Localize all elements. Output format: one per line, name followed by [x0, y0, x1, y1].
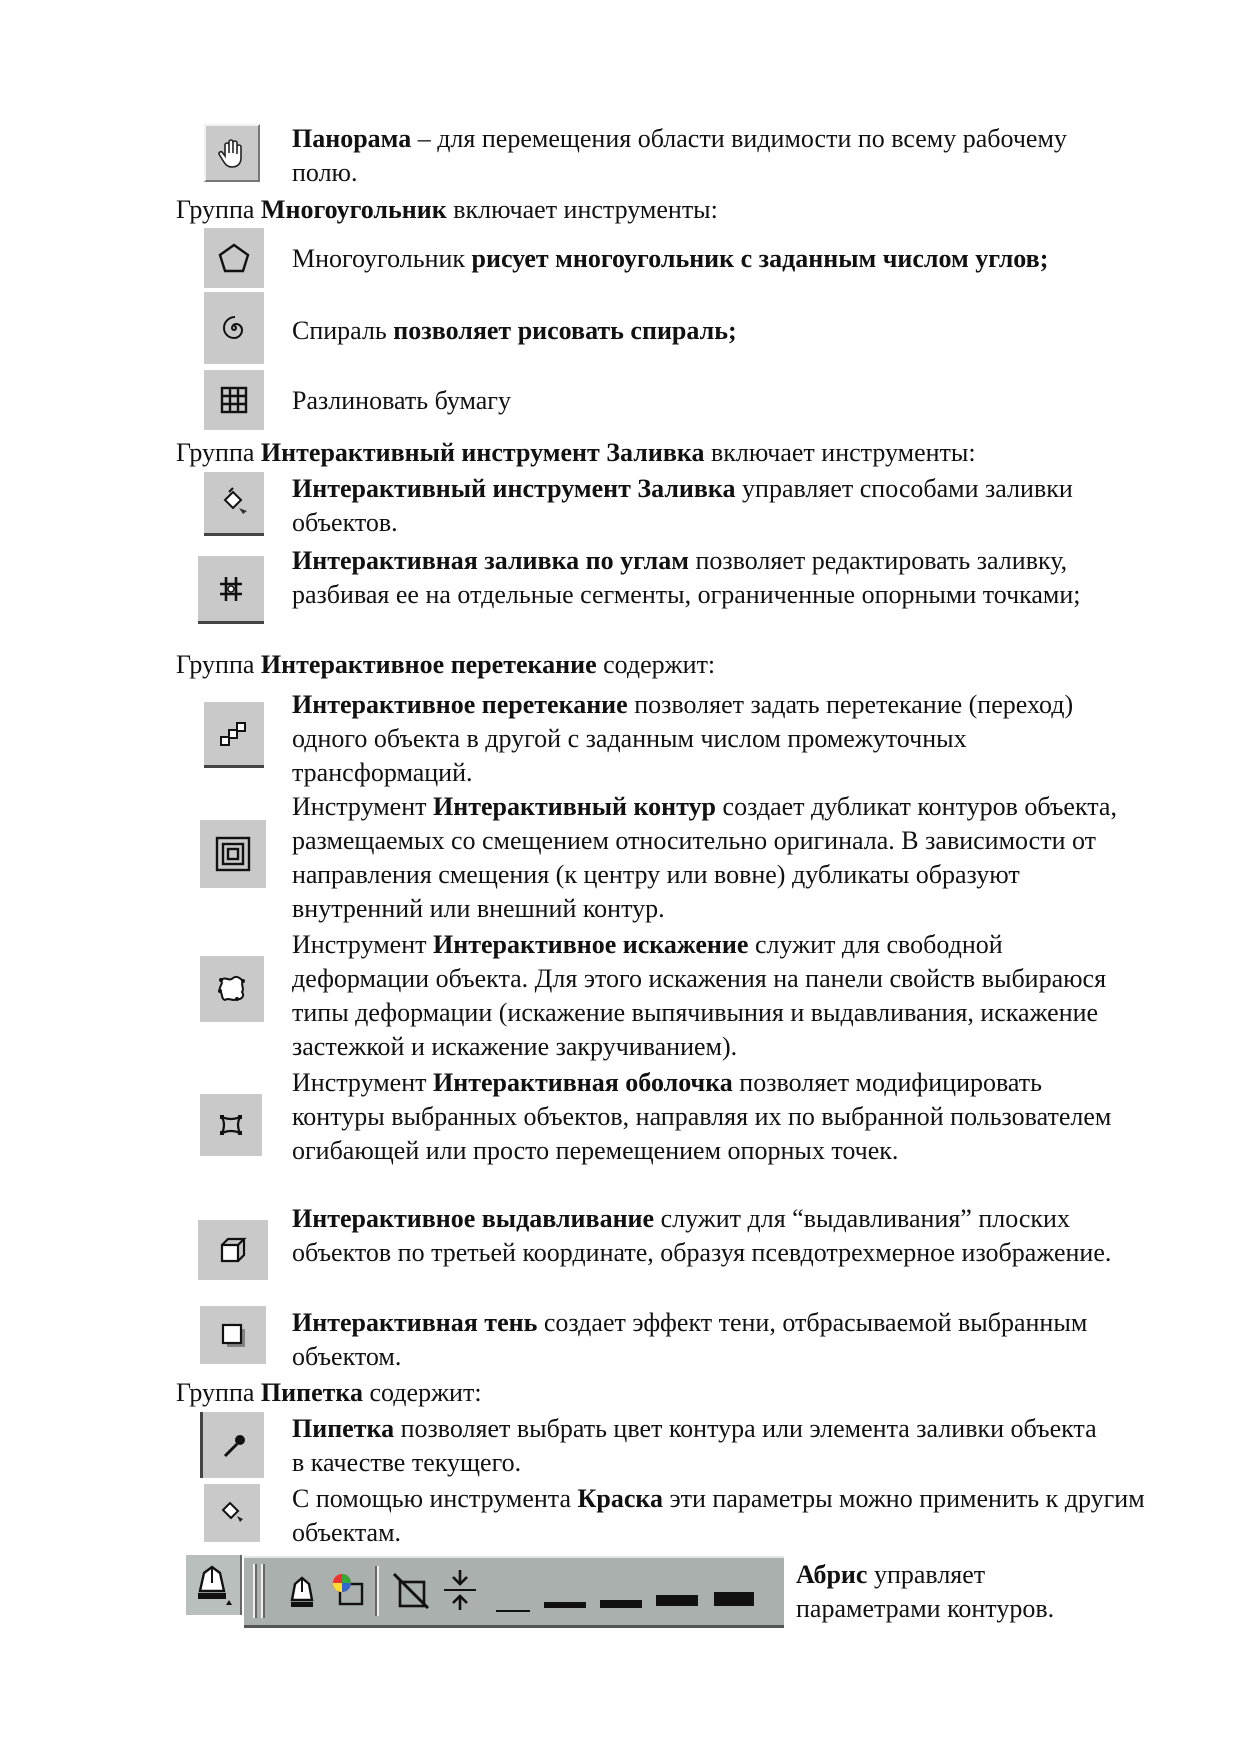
bold-term: Интерактивная оболочка: [433, 1068, 733, 1097]
bold-term: Пипетка: [292, 1414, 395, 1443]
item-text: [292, 384, 1172, 418]
item-text: [292, 1412, 1112, 1480]
bold-term: Интерактивное искажение: [433, 930, 749, 959]
text-run: включает инструменты:: [446, 195, 718, 224]
line-thick-2-icon[interactable]: [656, 1583, 698, 1597]
bold-term: Интерактивное перетекание: [292, 690, 628, 719]
bold-term: Интерактивная тень: [292, 1308, 538, 1337]
bold-term: Интерактивная заливка по углам: [292, 546, 689, 575]
paintbucket-icon: [204, 1484, 260, 1542]
item-text: [292, 472, 1112, 540]
text-run: позволяет модифицировать контуры выбранных объектов, направляя их по выбранной пользователем огибающей или просто перемещением опорных точек.: [292, 1068, 1112, 1165]
spiral-icon: [204, 292, 264, 364]
bold-term: рисует многоугольник с заданным числом углов;: [471, 244, 1049, 273]
text-run: создает эффект тени, отбрасываемой выбранным объектом.: [292, 1308, 1088, 1371]
text-run: позволяет выбрать цвет контура или элемента заливки объекта в качестве текущего.: [292, 1414, 1097, 1477]
group-heading: [176, 193, 718, 227]
text-run: служит для свободной деформации объекта. Для этого искажения на панели свойств выбираюся типы деформации (искажение выпячивыния и выдавливания, искажение застежкой и искажение закручиванием).: [292, 930, 1107, 1061]
bold-term: Интерактивное перетекание: [260, 650, 597, 679]
hairline-icon[interactable]: [440, 1568, 480, 1612]
line-extra-thick-icon[interactable]: [714, 1582, 758, 1598]
drop-shadow-icon: [200, 1306, 266, 1364]
text-run: – для перемещения области видимости по всему рабочему полю.: [292, 124, 1067, 187]
item-text: [292, 122, 1112, 190]
line-thick-icon[interactable]: [600, 1585, 642, 1597]
outline-tool-button[interactable]: [186, 1555, 242, 1615]
item-text: [292, 688, 1112, 790]
text-run: включает инструменты:: [704, 438, 976, 467]
group-heading: [176, 648, 715, 682]
color-wheel-icon[interactable]: [328, 1568, 370, 1612]
item-text: [292, 1306, 1112, 1374]
bold-term: позволяет рисовать спираль;: [393, 316, 737, 345]
text-run: позволяет задать перетекание (переход) одного объекта в другой с заданным числом промежуточных трансформаций.: [292, 690, 1074, 787]
distortion-icon: [200, 956, 264, 1022]
text-run: управляет параметрами контуров.: [796, 1560, 1055, 1623]
text-run: служит для “выдавливания” плоских объектов по третьей координате, образуя псевдотрехмерное изображение.: [292, 1204, 1112, 1267]
line-medium-icon[interactable]: [544, 1585, 586, 1595]
line-thin-icon[interactable]: [496, 1588, 530, 1592]
mesh-fill-icon: [198, 556, 264, 624]
text-run: содержит:: [363, 1378, 482, 1407]
text-run: управляет способами заливки объектов.: [292, 474, 1073, 537]
bold-term: Интерактивный инструмент Заливка: [292, 474, 736, 503]
text-run: Группа: [176, 1378, 261, 1407]
item-text: [292, 242, 1172, 276]
fill-bucket-icon: [204, 472, 264, 536]
pentagon-icon: [204, 228, 264, 288]
blend-icon: [204, 702, 264, 768]
item-text: [292, 928, 1142, 1064]
text-run: Группа: [176, 195, 261, 224]
outline-pen-icon[interactable]: [282, 1568, 322, 1612]
bold-term: Абрис: [796, 1560, 868, 1589]
text-run: Инструмент: [292, 930, 433, 959]
text-run: Разлиновать бумагу: [292, 386, 511, 415]
text-run: Группа: [176, 650, 261, 679]
item-text: [292, 314, 1172, 348]
bold-term: Интерактивный контур: [433, 792, 717, 821]
hand-pan-icon: [204, 124, 260, 182]
no-outline-icon[interactable]: [390, 1568, 432, 1612]
group-heading: [176, 436, 976, 470]
text-run: Многоугольник: [292, 244, 472, 273]
extrude-icon: [198, 1220, 268, 1280]
text-run: С помощью инструмента: [292, 1484, 578, 1513]
bold-term: Краска: [577, 1484, 663, 1513]
envelope-icon: [200, 1094, 262, 1156]
outline-flyout-toolbar: [244, 1556, 784, 1628]
group-heading: [176, 1376, 482, 1410]
text-run: создает дубликат контуров объекта, размещаемых со смещением относительно оригинала. В зависимости от направления смещения (к центру или вовне) дубликаты образуют внутренний или внешний контур.: [292, 792, 1117, 923]
text-run: эти параметры можно применить к другим объектам.: [292, 1484, 1145, 1547]
item-text: [292, 1066, 1122, 1168]
item-text: [796, 1558, 1136, 1626]
contour-icon: [200, 820, 266, 888]
bold-term: Панорама: [292, 124, 412, 153]
bold-term: Многоугольник: [260, 195, 447, 224]
text-run: содержит:: [596, 650, 716, 679]
text-run: Группа: [176, 438, 261, 467]
item-text: [292, 790, 1122, 926]
bold-term: Интерактивный инструмент Заливка: [260, 438, 705, 467]
bold-term: Пипетка: [260, 1378, 364, 1407]
item-text: [292, 1202, 1152, 1270]
text-run: Спираль: [292, 316, 394, 345]
grid-paper-icon: [204, 370, 264, 430]
text-run: Инструмент: [292, 1068, 433, 1097]
item-text: [292, 1482, 1152, 1550]
eyedropper-icon: [200, 1412, 264, 1478]
text-run: Инструмент: [292, 792, 433, 821]
bold-term: Интерактивное выдавливание: [292, 1204, 655, 1233]
text-run: позволяет редактировать заливку, разбивая ее на отдельные сегменты, ограниченные опорными точками;: [292, 546, 1081, 609]
item-text: [292, 544, 1112, 612]
